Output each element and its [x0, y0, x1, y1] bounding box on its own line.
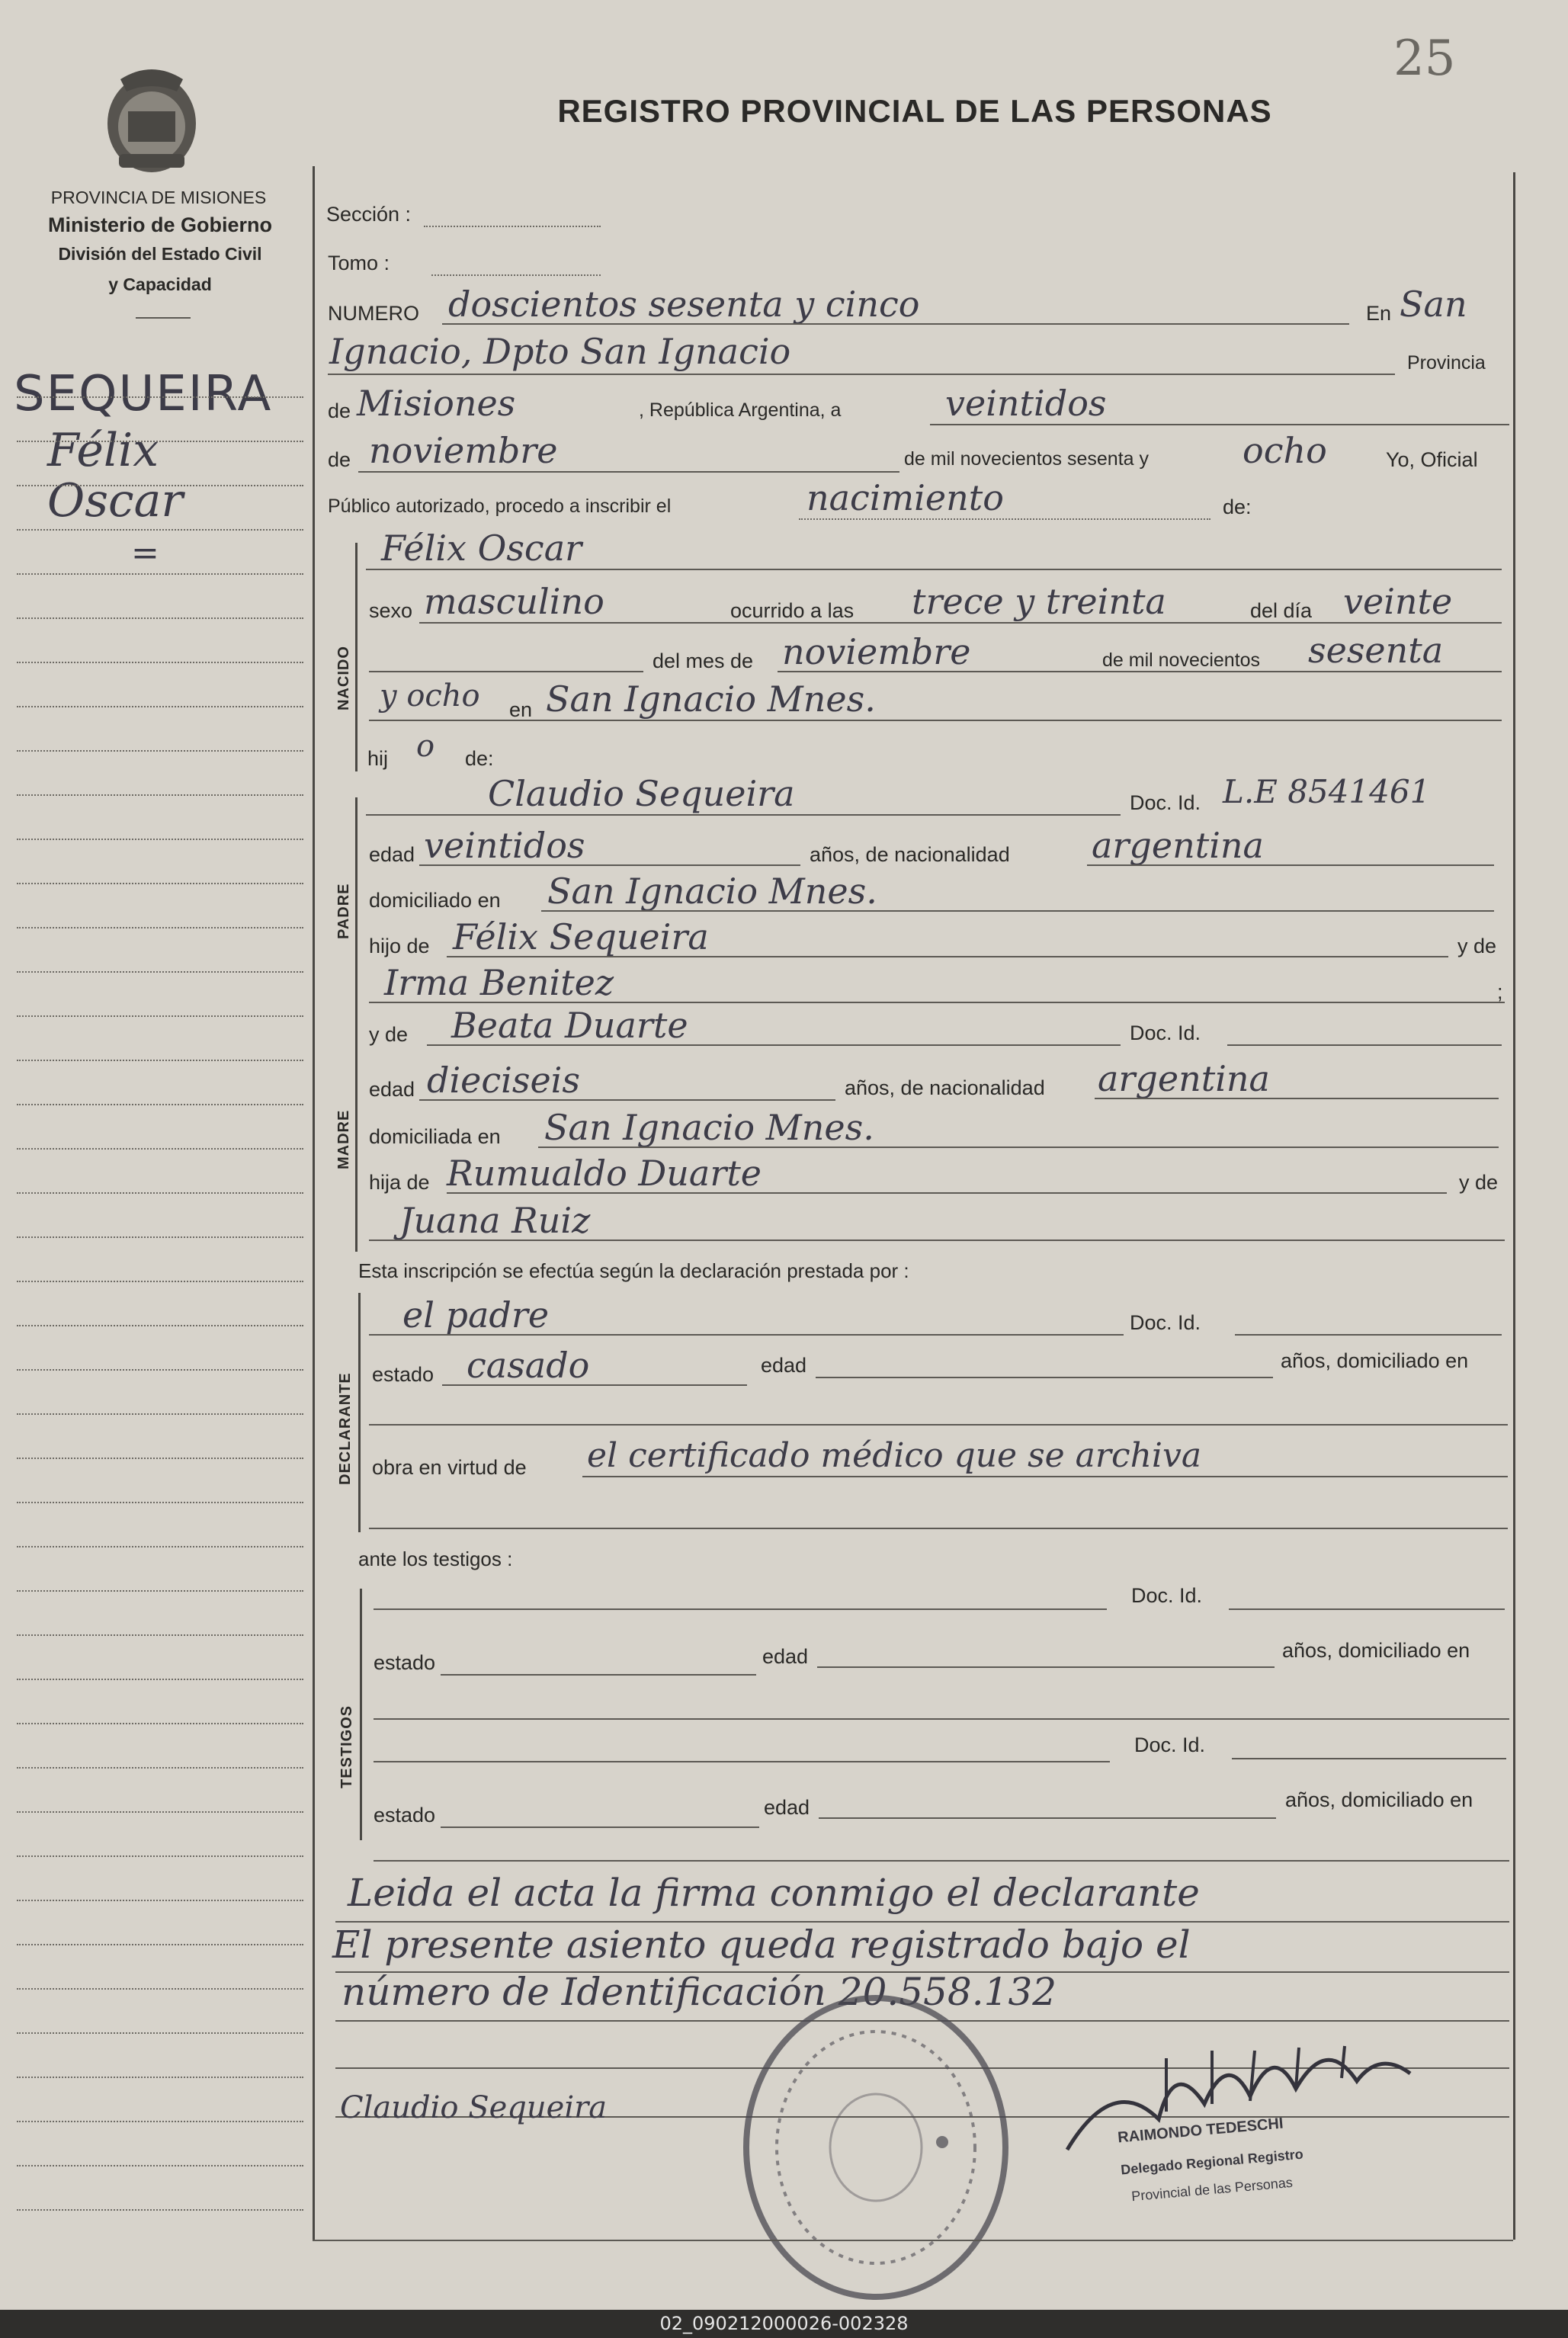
- ante-testigos-label: ante los testigos :: [358, 1547, 513, 1570]
- padre-y-de-label: y de: [1457, 935, 1497, 957]
- margin-ruled-line: [17, 1900, 303, 1901]
- official-stamp-line-3: Provincial de las Personas: [1130, 2174, 1294, 2205]
- padre-edad-label: edad: [369, 843, 415, 866]
- margin-ruled-line: [17, 2209, 303, 2211]
- de2-label: de: [328, 448, 351, 471]
- anio-registro-value: ocho: [1243, 430, 1327, 471]
- padre-side-label: PADRE: [335, 883, 352, 939]
- lugar-nac-value: San Ignacio Mnes.: [546, 678, 876, 720]
- padre-doc-value: L.E 8541461: [1223, 773, 1431, 810]
- numero-label: NUMERO: [328, 302, 419, 325]
- declarante-side-label: DECLARANTE: [337, 1372, 354, 1485]
- testigo2-name-line: [374, 1761, 1110, 1762]
- testigo2-dom-line: [374, 1860, 1509, 1862]
- del-dia-label: del día: [1250, 599, 1313, 622]
- margin-ruled-line: [17, 750, 303, 752]
- testigo1-doc-line: [1229, 1608, 1505, 1610]
- coat-of-arms-seal: [98, 64, 206, 178]
- testigo1-doc-label: Doc. Id.: [1131, 1584, 1203, 1607]
- declarante-doc-line: [1235, 1334, 1502, 1336]
- sexo-line: [419, 622, 1502, 624]
- padre-dom-line: [541, 910, 1494, 912]
- margin-ruled-line: [17, 1502, 303, 1503]
- father-signature: Claudio Sequeira: [340, 2090, 608, 2125]
- nota-line-2: El presente asiento queda registrado bajo el: [332, 1923, 1191, 1967]
- padre-hijo-de-label: hijo de: [369, 935, 430, 957]
- provincia-value: Misiones: [357, 383, 516, 424]
- image-identifier: 02_090212000026-002328: [659, 2313, 909, 2334]
- padre-value: Claudio Sequeira: [488, 773, 795, 814]
- ocurrido-label: ocurrido a las: [730, 599, 855, 622]
- margin-ruled-line: [17, 1236, 303, 1238]
- margin-ruled-line: [17, 1590, 303, 1592]
- madre-edad-label: edad: [369, 1078, 415, 1101]
- madre-dom-line: [538, 1147, 1499, 1148]
- testigo2-estado-line: [441, 1826, 759, 1828]
- bottom-rule: [313, 2240, 1513, 2241]
- nombre-value: Félix Oscar: [381, 528, 582, 569]
- margin-ruled-line: [17, 1060, 303, 1061]
- testigo2-dom-label: años, domiciliado en: [1285, 1788, 1473, 1811]
- footer-bar: [0, 2310, 1568, 2338]
- testigo1-name-line: [374, 1608, 1107, 1610]
- hora-value: trece y treinta: [912, 581, 1166, 622]
- padre-doc-label: Doc. Id.: [1130, 791, 1201, 814]
- hij-suffix-value: o: [416, 729, 435, 764]
- testigo1-dom-label: años, domiciliado en: [1282, 1639, 1470, 1662]
- margin-ruled-line: [17, 1325, 303, 1326]
- madre-madre-line: [369, 1240, 1505, 1241]
- padre-padre-value: Félix Sequeira: [453, 916, 709, 957]
- testigos-side-label: TESTIGOS: [338, 1705, 355, 1788]
- nota-line-1: Leida el acta la firma conmigo el declarante: [348, 1871, 1200, 1915]
- tomo-label: Tomo :: [328, 252, 390, 274]
- declarante-estado-line: [442, 1384, 747, 1386]
- margin-ruled-line: [17, 1679, 303, 1680]
- madre-edad-value: dieciseis: [427, 1060, 581, 1101]
- padre-edad-line: [419, 864, 800, 866]
- anio-nac-2-value: y ocho: [380, 678, 480, 714]
- seccion-field: [424, 226, 601, 227]
- official-signature: [1052, 2028, 1433, 2165]
- madre-bracket: [355, 1023, 358, 1252]
- margin-ruled-line: [17, 1281, 303, 1282]
- margin-given-name-2: Oscar: [47, 474, 184, 528]
- madre-y-de2-label: y de: [1459, 1171, 1499, 1194]
- madre-padre-value: Rumualdo Duarte: [447, 1153, 762, 1194]
- declarante-estado-label: estado: [372, 1363, 434, 1386]
- margin-ruled-line: [17, 573, 303, 575]
- margin-ruled-line: [17, 2032, 303, 2034]
- margin-ruled-line: [17, 927, 303, 928]
- tomo-field: [431, 274, 601, 276]
- madre-edad-line: [419, 1099, 835, 1101]
- madre-dom-value: San Ignacio Mnes.: [544, 1107, 874, 1148]
- padre-dom-label: domiciliado en: [369, 889, 501, 912]
- declarante-estado-value: casado: [467, 1345, 590, 1386]
- dia-nac-value: veinte: [1343, 581, 1453, 622]
- madre-nac-line: [1095, 1098, 1499, 1099]
- margin-ruled-line: [17, 1015, 303, 1017]
- anio-nac-1-value: sesenta: [1308, 630, 1444, 671]
- margin-ruled-line: [17, 1546, 303, 1547]
- office-line-3: División del Estado Civil: [58, 244, 262, 264]
- nombre-field: [366, 569, 1502, 570]
- margin-ruled-line: [17, 1811, 303, 1813]
- margin-ruled-line: [17, 396, 303, 398]
- testigo1-edad-line: [817, 1666, 1275, 1668]
- sexo-value: masculino: [424, 581, 604, 622]
- declarante-edad-line: [816, 1377, 1273, 1378]
- margin-ruled-line: [17, 794, 303, 796]
- madre-doc-label: Doc. Id.: [1130, 1021, 1201, 1044]
- testigo2-doc-label: Doc. Id.: [1134, 1733, 1206, 1756]
- hij-label: hij: [367, 747, 389, 770]
- right-border: [1513, 172, 1515, 2240]
- official-stamp-line-1: RAIMONDO TEDESCHI: [1117, 2115, 1284, 2147]
- place-field: [328, 374, 1395, 375]
- margin-ruled-line: [17, 617, 303, 619]
- margin-ruled-line: [17, 1104, 303, 1105]
- declarante-bracket: [358, 1293, 361, 1532]
- padre-field: [366, 814, 1121, 816]
- official-stamp-line-2: Delegado Regional Registro: [1120, 2146, 1304, 2178]
- del-mes-label: del mes de: [653, 649, 754, 672]
- margin-ruled-line: [17, 883, 303, 884]
- testigo2-edad-line: [819, 1817, 1276, 1819]
- obra-value: el certificado médico que se archiva: [587, 1436, 1202, 1475]
- margin-ruled-line: [17, 529, 303, 531]
- margin-ruled-line: [17, 1148, 303, 1150]
- margin-ruled-line: [17, 1192, 303, 1194]
- dia-registro-value: veintidos: [945, 383, 1107, 424]
- obra-line-2: [369, 1528, 1508, 1529]
- padre-padre-line: [447, 956, 1448, 957]
- de-label: de: [328, 399, 351, 422]
- margin-ruled-line: [17, 1767, 303, 1769]
- testigo2-doc-line: [1232, 1758, 1506, 1759]
- nacido-bracket: [355, 543, 358, 771]
- padre-nac-value: argentina: [1092, 825, 1264, 866]
- margin-ruled-line: [17, 1369, 303, 1371]
- madre-nac-label: años, de nacionalidad: [845, 1076, 1045, 1099]
- yo-oficial-label: Yo, Oficial: [1386, 448, 1478, 471]
- margin-mark: =: [131, 534, 159, 572]
- padre-dom-value: San Ignacio Mnes.: [547, 871, 877, 912]
- madre-madre-value: Juana Ruiz: [399, 1200, 591, 1241]
- republica-label: , República Argentina, a: [639, 399, 842, 421]
- margin-ruled-line: [17, 1988, 303, 1990]
- en-label: En: [1366, 302, 1392, 325]
- publico-label: Público autorizado, procedo a inscribir el: [328, 496, 672, 517]
- margin-ruled-line: [17, 2077, 303, 2078]
- en2-label: en: [509, 698, 533, 721]
- numero-field: [442, 323, 1349, 325]
- obra-line: [582, 1476, 1508, 1477]
- testigo1-dom-line: [374, 1718, 1509, 1720]
- mil-nov-label: de mil novecientos: [1102, 649, 1261, 671]
- testigo1-estado-label: estado: [374, 1651, 436, 1674]
- margin-ruled-line: [17, 2121, 303, 2122]
- padre-nac-label: años, de nacionalidad: [810, 843, 1010, 866]
- madre-field: [427, 1044, 1121, 1046]
- de-colon-label: de:: [1223, 496, 1252, 518]
- margin-ruled-line: [17, 971, 303, 973]
- nota-line-3: número de Identificación 20.558.132: [341, 1970, 1057, 2014]
- office-rule: [136, 317, 191, 319]
- margin-ruled-line: [17, 1723, 303, 1724]
- document-title: REGISTRO PROVINCIAL DE LAS PERSONAS: [557, 93, 1272, 129]
- declarante-doc-label: Doc. Id.: [1130, 1311, 1201, 1334]
- nacido-side-label: NACIDO: [335, 646, 352, 710]
- obra-label: obra en virtud de: [372, 1456, 527, 1479]
- numero-value: doscientos sesenta y cinco: [448, 284, 920, 325]
- madre-side-label: MADRE: [335, 1109, 352, 1169]
- testigo2-edad-label: edad: [764, 1796, 810, 1819]
- testigo1-edad-label: edad: [762, 1645, 809, 1668]
- testigos-bracket: [360, 1589, 362, 1840]
- de3-label: de:: [465, 747, 494, 770]
- madre-doc-line: [1227, 1044, 1502, 1046]
- declarante-edad-label: edad: [761, 1354, 807, 1377]
- padre-madre-line: [369, 1002, 1505, 1003]
- office-line-2: Ministerio de Gobierno: [47, 213, 273, 236]
- declarante-dom-label: años, domiciliado en: [1281, 1349, 1469, 1372]
- place-value: Ignacio, Dpto San Ignacio: [329, 331, 791, 372]
- margin-surname: SEQUEIRA: [14, 366, 273, 422]
- mes-nac-value: noviembre: [782, 631, 971, 672]
- mes-pre-line: [369, 671, 643, 672]
- margin-divider: [313, 166, 315, 2240]
- office-line-4: y Capacidad: [108, 274, 212, 294]
- madre-y-de-label: y de: [369, 1023, 409, 1046]
- margin-ruled-line: [17, 1855, 303, 1857]
- declarante-field: [369, 1334, 1124, 1336]
- lugar-nac-line: [369, 720, 1502, 721]
- margin-ruled-line: [17, 1944, 303, 1945]
- margin-ruled-line: [17, 839, 303, 840]
- padre-edad-value: veintidos: [424, 825, 585, 866]
- page-number: 25: [1393, 30, 1456, 87]
- office-line-1: PROVINCIA DE MISIONES: [50, 188, 267, 207]
- seccion-label: Sección :: [326, 203, 412, 226]
- margin-ruled-line: [17, 1634, 303, 1636]
- mes-registro-field: [358, 471, 899, 473]
- en-value: San: [1400, 284, 1467, 325]
- official-round-stamp: [736, 1990, 1015, 2305]
- mil-sesenta-label: de mil novecientos sesenta y: [904, 448, 1150, 470]
- sexo-label: sexo: [369, 599, 413, 622]
- provincia-label: Provincia: [1407, 352, 1486, 374]
- madre-dom-label: domiciliada en: [369, 1125, 501, 1148]
- margin-given-name-1: Félix: [47, 424, 159, 477]
- margin-ruled-line: [17, 706, 303, 707]
- padre-nac-line: [1087, 864, 1494, 866]
- declarante-dom-line: [369, 1424, 1508, 1426]
- madre-nac-value: argentina: [1098, 1058, 1270, 1099]
- margin-ruled-line: [17, 662, 303, 663]
- acto-value: nacimiento: [806, 477, 1004, 518]
- margin-ruled-line: [17, 1413, 303, 1415]
- acto-field: [799, 518, 1210, 520]
- testigo2-estado-label: estado: [374, 1804, 436, 1826]
- madre-hija-de-label: hija de: [369, 1171, 430, 1194]
- mes-nac-line: [778, 671, 1502, 672]
- inscripcion-label: Esta inscripción se efectúa según la declaración prestada por :: [358, 1259, 909, 1282]
- margin-ruled-line: [17, 1458, 303, 1459]
- padre-madre-value: Irma Benitez: [384, 962, 614, 1003]
- margin-ruled-line: [17, 2165, 303, 2166]
- semicolon-label: ;: [1497, 980, 1503, 1003]
- dia-registro-field: [930, 424, 1509, 425]
- mes-registro-value: noviembre: [369, 430, 558, 471]
- margin-ruled-line: [17, 441, 303, 442]
- madre-padre-line: [447, 1192, 1447, 1194]
- padre-bracket: [355, 797, 358, 1026]
- madre-value: Beata Duarte: [451, 1005, 688, 1046]
- margin-ruled-line: [17, 485, 303, 486]
- testigo1-estado-line: [441, 1674, 756, 1676]
- declarante-value: el padre: [402, 1294, 550, 1336]
